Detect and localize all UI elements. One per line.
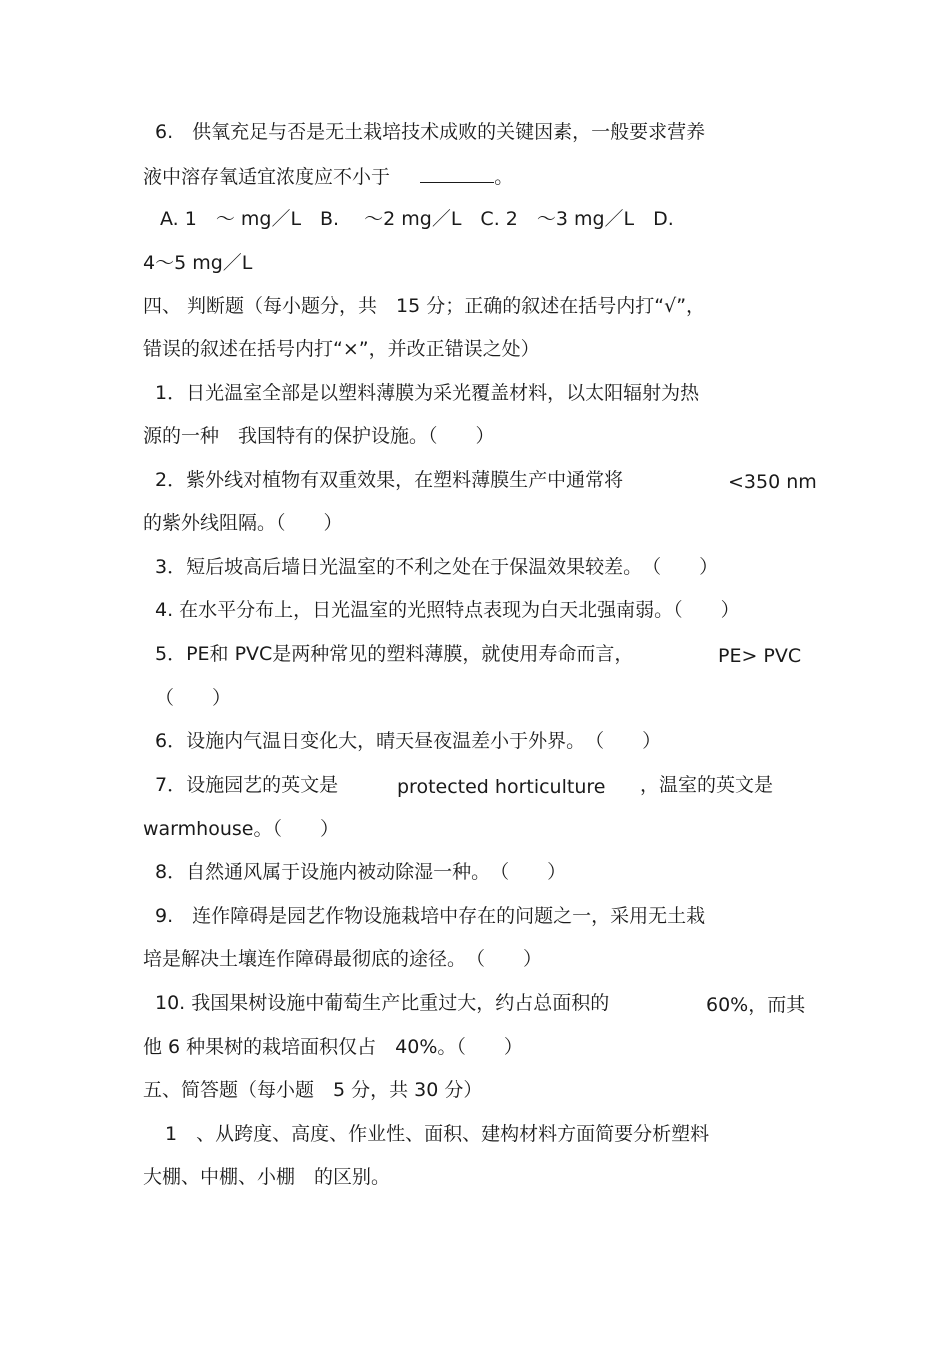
tf-item-6: 6．设施内气温日变化大，晴天昼夜温差小于外界。 （ ） [155, 730, 662, 752]
question-6-line-1: 6. 供氧充足与否是无土栽培技术成败的关键因素，一般要求营养 [155, 121, 706, 143]
short-answer-1-line-2: 大棚、中棚、小棚 的区别。 [143, 1166, 391, 1188]
full-stop: 。 [494, 166, 514, 188]
tf-item-3: 3．短后坡高后墙日光温室的不利之处在于保温效果较差。 （ ） [155, 556, 719, 578]
question-6-stem-end: 液中溶存氧适宜浓度应不小于 [143, 166, 391, 188]
tf-item-4: 4. 在水平分布上，日光温室的光照特点表现为白天北强南弱。（ ） [155, 599, 740, 621]
answer-blank [420, 164, 494, 183]
section-4-heading: 四、 判断题（每小题分，共 15 分；正确的叙述在括号内打“√”， [143, 295, 706, 317]
tf-item-1-line-2: 源的一种 我国特有的保护设施。（ ） [143, 425, 495, 447]
section-4-heading-cont: 错误的叙述在括号内打“×”，并改正错误之处） [143, 338, 540, 360]
tf-item-9-line-2: 培是解决土壤连作障碍最彻底的途径。 （ ） [143, 948, 543, 970]
tf-item-5-comparison: PE> PVC [718, 645, 802, 667]
short-answer-1-line-1: 1 、从跨度、高度、作业性、面积、建构材料方面简要分析塑料 [165, 1123, 710, 1145]
tf-item-2-line-2: 的紫外线阻隔。（ ） [143, 512, 343, 534]
tf-item-10-line-1: 10. 我国果树设施中葡萄生产比重过大，约占总面积的 [155, 992, 610, 1014]
question-6-option-d-value: 4～5 mg／L [143, 252, 253, 274]
tf-item-7-line-1: 7．设施园艺的英文是 [155, 774, 339, 796]
question-6-options: A. 1 ～ mg／L B. ～2 mg／L C. 2 ～3 mg／L D. [160, 208, 674, 230]
tf-item-2-line-1: 2．紫外线对植物有双重效果，在塑料薄膜生产中通常将 [155, 469, 624, 491]
tf-item-5-line-1: 5．PE和 PVC是两种常见的塑料薄膜，就使用寿命而言， [155, 643, 634, 665]
tf-item-7-line-1-end: ，温室的英文是 [640, 774, 774, 796]
tf-item-7-line-2: warmhouse。（ ） [143, 818, 339, 840]
tf-item-10-percent: 60%，而其 [706, 994, 806, 1016]
question-6-line-2 [143, 164, 513, 190]
tf-item-7-english-term: protected horticulture [397, 776, 606, 798]
tf-item-8: 8．自然通风属于设施内被动除湿一种。 （ ） [155, 861, 567, 883]
tf-item-1-line-1: 1．日光温室全部是以塑料薄膜为采光覆盖材料，以太阳辐射为热 [155, 382, 700, 404]
section-5-heading: 五、简答题（每小题 5 分，共 30 分） [143, 1079, 483, 1101]
tf-item-9-line-1: 9. 连作障碍是园艺作物设施栽培中存在的问题之一，采用无土栽 [155, 905, 706, 927]
tf-item-10-line-2: 他 6 种果树的栽培面积仅占 40%。（ ） [143, 1036, 523, 1058]
tf-item-5-parentheses: （ ） [155, 687, 232, 709]
tf-item-2-wavelength: <350 nm [728, 471, 817, 493]
